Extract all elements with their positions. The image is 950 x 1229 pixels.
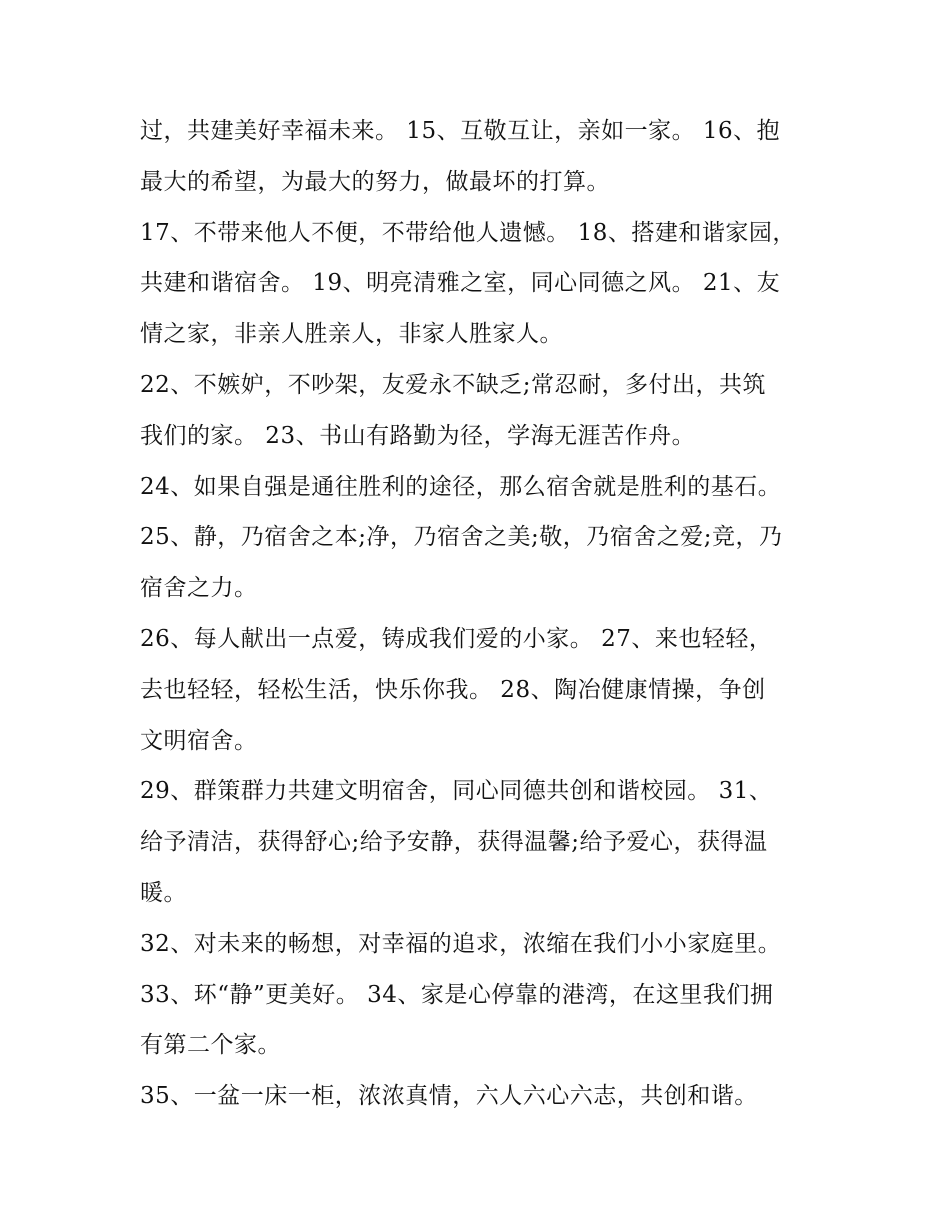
text-line: 24、如果自强是通往胜利的途径，那么宿舍就是胜利的基石。 bbox=[140, 473, 782, 500]
text-line: 情之家，非亲人胜亲人，非家人胜家人。 bbox=[140, 321, 563, 348]
text-line: 最大的希望，为最大的努力，做最坏的打算。 bbox=[140, 168, 610, 195]
text-line: 文明宿舍。 bbox=[140, 727, 258, 754]
text-line: 暖。 bbox=[140, 879, 187, 906]
text-line: 宿舍之力。 bbox=[140, 575, 258, 602]
text-line: 32、对未来的畅想，对幸福的追求，浓缩在我们小小家庭里。 bbox=[140, 930, 782, 957]
text-line: 给予清洁，获得舒心;给予安静，获得温馨;给予爱心，获得温 bbox=[140, 829, 768, 856]
text-line: 去也轻轻，轻松生活，快乐你我。 28、陶冶健康情操，争创 bbox=[140, 676, 766, 703]
text-line: 25、静，乃宿舍之本;净，乃宿舍之美;敬，乃宿舍之爱;竞，乃 bbox=[140, 524, 783, 551]
text-line: 35、一盆一床一柜，浓浓真情，六人六心六志，共创和谐。 bbox=[140, 1083, 758, 1110]
text-line: 22、不嫉妒，不吵架，友爱永不缺乏;常忍耐，多付出，共筑 bbox=[140, 371, 767, 398]
text-line: 26、每人献出一点爱，铸成我们爱的小家。 27、来也轻轻， bbox=[140, 625, 773, 652]
text-line: 有第二个家。 bbox=[140, 1032, 281, 1059]
text-line: 共建和谐宿舍。 19、明亮清雅之室，同心同德之风。 21、友 bbox=[140, 270, 781, 297]
text-line: 33、环“静”更美好。 34、家是心停靠的港湾，在这里我们拥 bbox=[140, 981, 774, 1008]
text-line: 17、不带来他人不便，不带给他人遗憾。 18、搭建和谐家园， bbox=[140, 219, 796, 246]
text-line: 过，共建美好幸福未来。 15、互敬互让，亲如一家。 16、抱 bbox=[140, 118, 781, 144]
text-line: 29、群策群力共建文明宿舍，同心同德共创和谐校园。 31、 bbox=[140, 778, 773, 805]
text-line: 我们的家。 23、书山有路勤为径，学海无涯苦作舟。 bbox=[140, 422, 696, 449]
body-text bbox=[140, 106, 820, 1122]
